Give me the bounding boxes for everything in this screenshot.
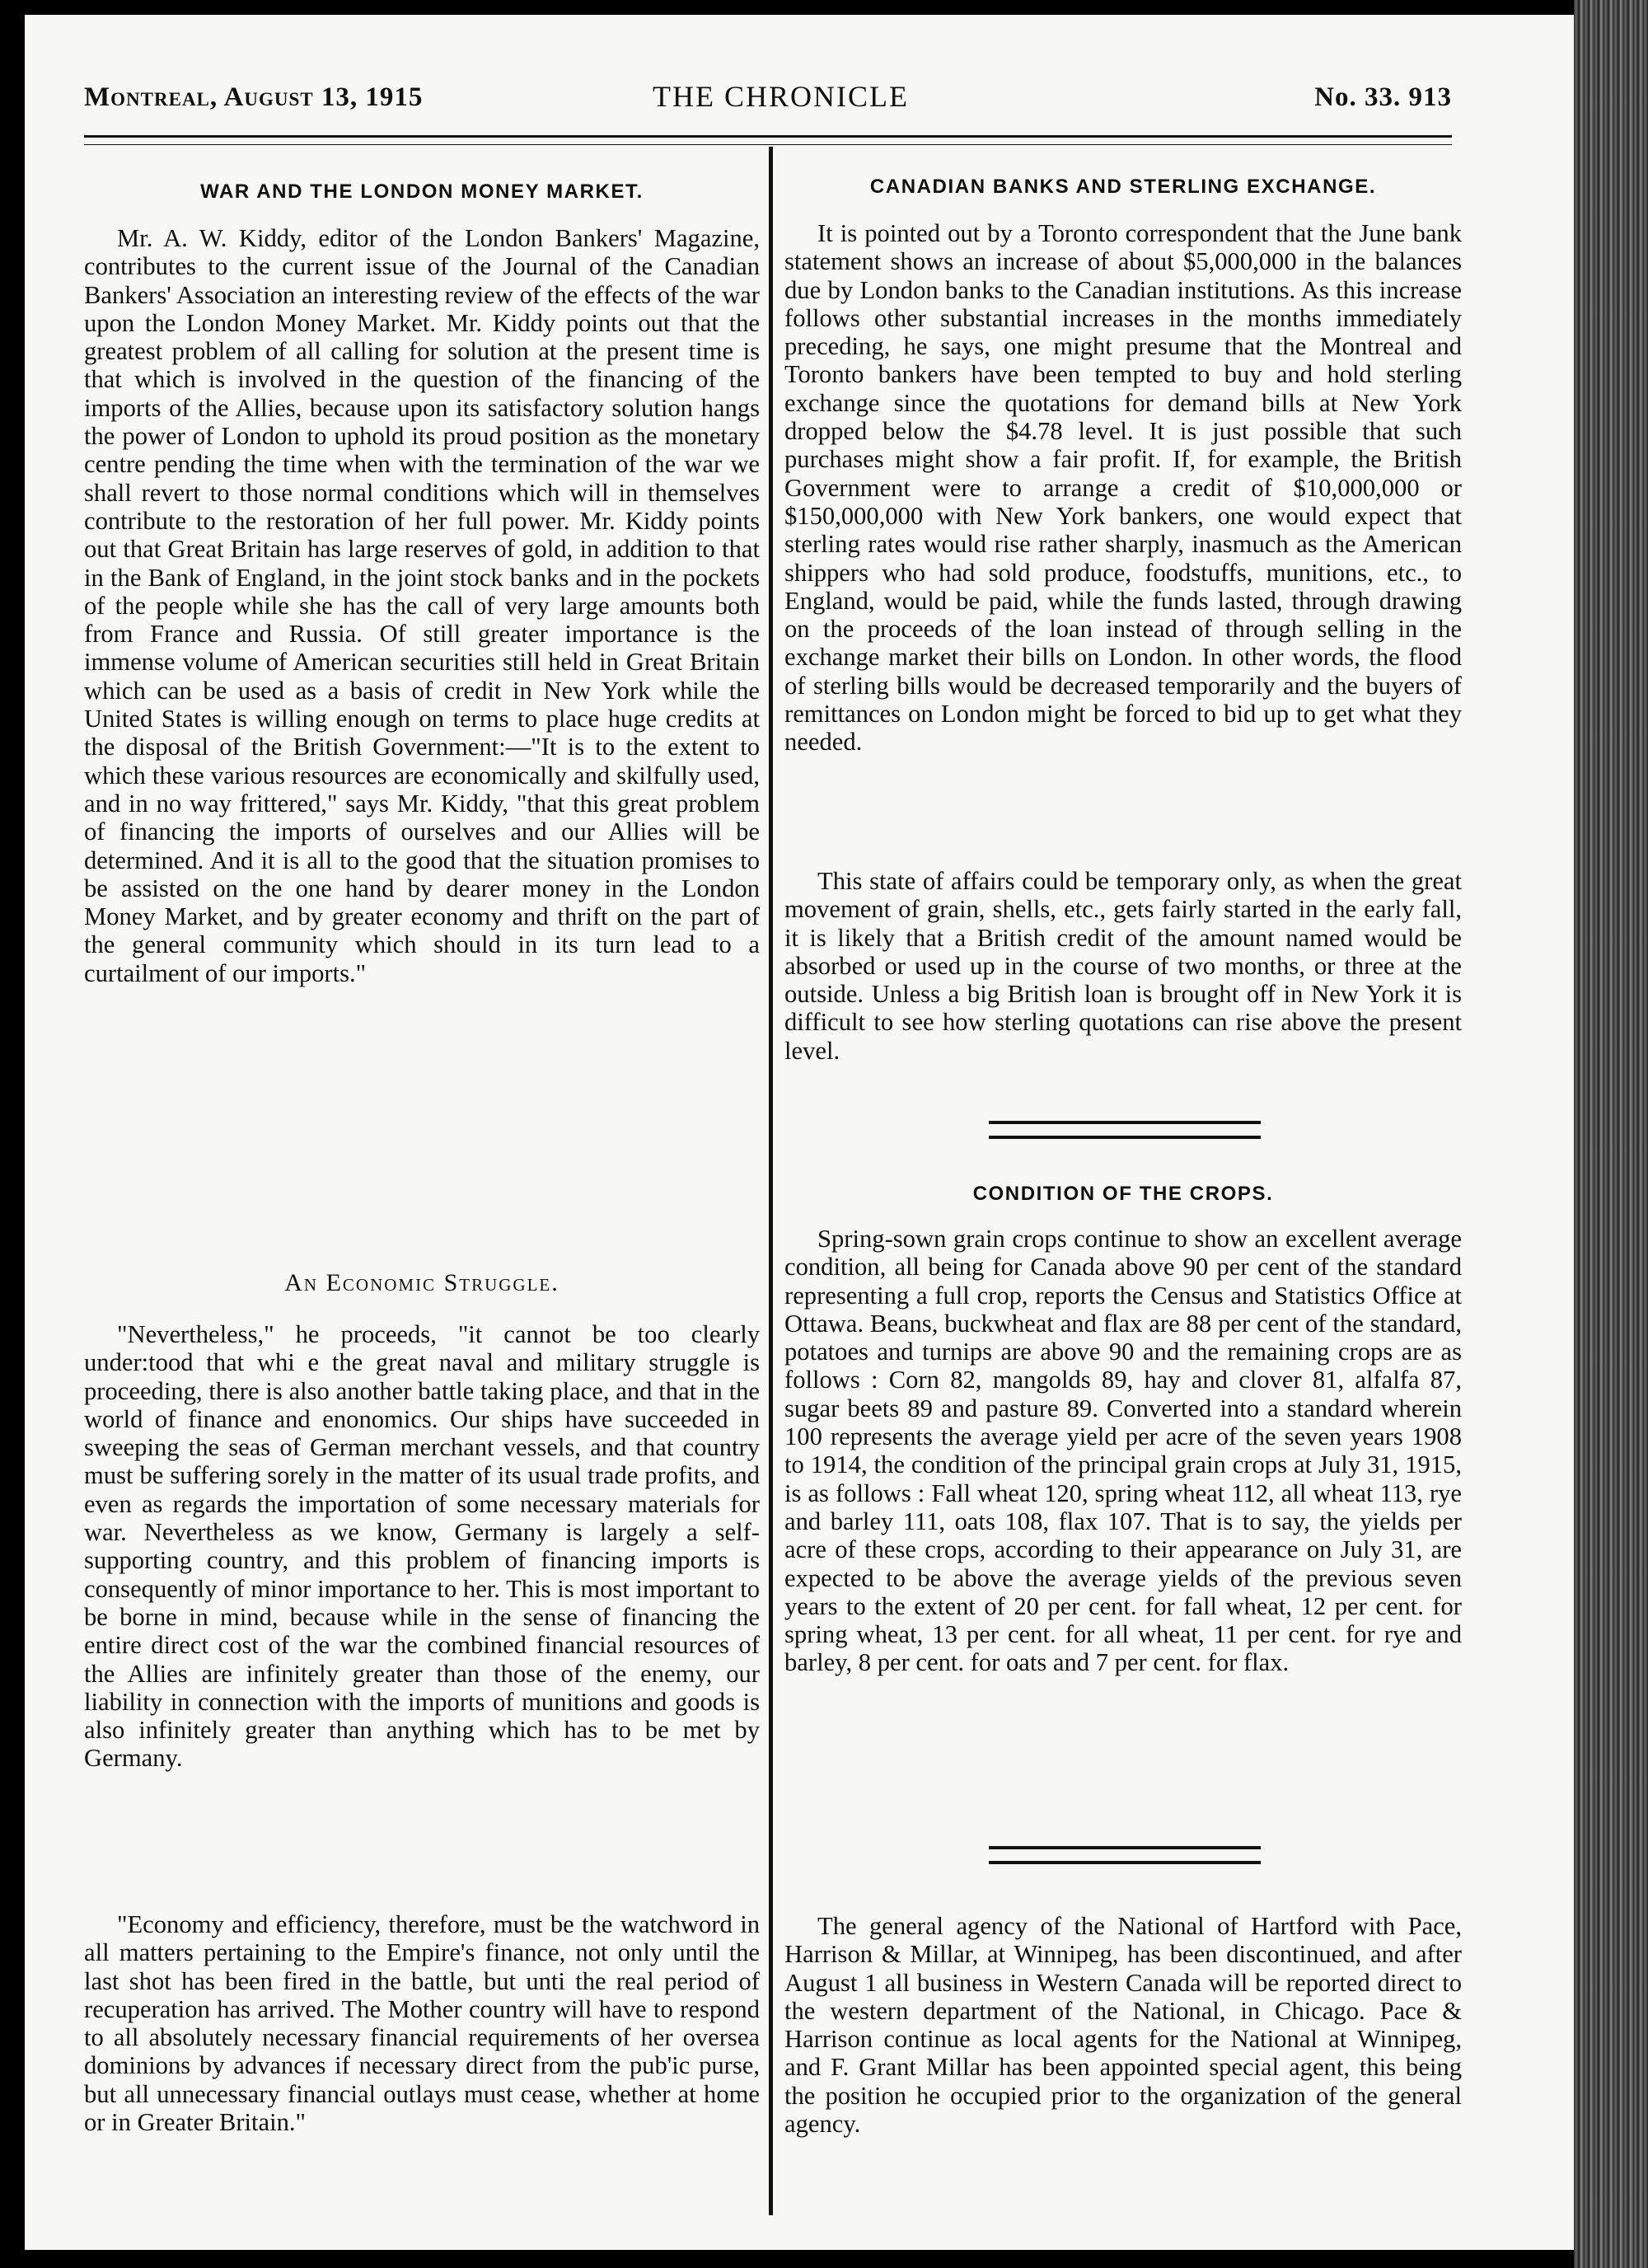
article-paragraph: The general agency of the National of Hartford with Pace, Harrison & Millar, at Winnipeg, has been discontinued, and after August 1 all business in Western Canada will be reported direct to the western department of the National, in Chicago. Pace & Harrison continue as local agents for the National at Winnipeg, and F. Grant Millar has been appointed special agent, this being the position he occupied prior to the organization of the general agency. bbox=[784, 1912, 1462, 2139]
article-paragraph: "Economy and efficiency, therefore, must be the watchword in all matters pertaining to the Empire's finance, not only until the last shot has been fired in the battle, but unti the real period of recuperation has arrived. The Mother country will have to respond to all absolutely necessary financial requirements of her oversea dominions by advances if necessary direct from the pub'ic purse, but all unnecessary financial outlays must cease, whether at home or in Greater Britain." bbox=[84, 1910, 760, 2137]
article-paragraph: This state of affairs could be temporary only, as when the great movement of grain, shells, etc., gets fairly started in the early fall, it is likely that a British credit of the amount named would be absorbed or used up in the course of two months, or three at the outside. Unless a big British loan is brought off in New York it is difficult to see how sterling quotations can rise above the present level. bbox=[784, 867, 1462, 1065]
publication-title: THE CHRONICLE bbox=[653, 80, 909, 113]
header-dateline: Montreal, August 13, 1915 bbox=[84, 82, 424, 112]
article-paragraph: Mr. A. W. Kiddy, editor of the London Bankers' Magazine, contributes to the current issue of the Journal of the Canadian Bankers' Association an interesting review of the effects of the war upon the London Money Market. Mr. Kiddy points out that the greatest problem of all calling for solution at the present time is that which is involved in the question of the financing of the imports of the Allies, because upon its satisfactory solution hangs the power of London to uphold its proud position as the monetary centre pending the time when with the termination of the war we shall revert to those normal conditions which will in themselves contribute to the restoration of her full power. Mr. Kiddy points out that Great Britain has large reserves of gold, in addition to that in the Bank of England, in the joint stock banks and in the pockets of the people while she has the call of very large amounts both from France and Russia. Of still greater importance is the immense volume of American securities still held in Great Britain which can be used as a basis of credit in New York while the United States is willing enough on terms to place huge credits at the disposal of the British Government:—"It is to the extent to which these various resources are economically and skilfully used, and in no way frittered," says Mr. Kiddy, "that this great problem of financing the imports of ourselves and our Allies will be determined. And it is all to the good that the situation promises to be assisted on the one hand by dearer money in the London Money Market, and by greater economy and thrift on the part of the general community which should in its turn lead to a curtailment of our imports." bbox=[84, 224, 760, 987]
section-divider-rule bbox=[989, 1846, 1261, 1864]
column-divider bbox=[769, 147, 773, 2215]
article-paragraph: "Nevertheless," he proceeds, "it cannot be too clearly under:tood that whi e the great naval and military struggle is proceeding, there is also another battle taking place, and that in the world of finance and enonomics. Our ships have succeeded in sweeping the seas of German merchant vessels, and that country must be suffering sorely in the matter of its usual trade profits, and even as regards the importation of some necessary materials for war. Nevertheless as we know, Germany is largely a self-supporting country, and this problem of financing imports is consequently of minor importance to her. This is most important to be borne in mind, because while in the sense of financing the entire direct cost of the war the combined financial resources of the Allies are infinitely greater than those of the enemy, our liability in connection with the imports of munitions and goods is also infinitely greater than anything which has to be met by Germany. bbox=[84, 1320, 760, 1773]
section-subhead-economic-struggle: An Economic Struggle. bbox=[284, 1269, 559, 1296]
article-headline-canadian-banks-sterling: CANADIAN BANKS AND STERLING EXCHANGE. bbox=[869, 176, 1377, 198]
issue-page-number: No. 33. 913 bbox=[1314, 82, 1452, 112]
article-headline-war-london-money-market: WAR AND THE LONDON MONEY MARKET. bbox=[200, 180, 644, 203]
book-page-edge bbox=[1574, 0, 1648, 2268]
article-paragraph: It is pointed out by a Toronto correspondent that the June bank statement shows an increase of about $5,000,000 in the balances due by London banks to the Canadian institutions. As this increase follows other substantial increases in the months immediately preceding, he says, one might presume that the Montreal and Toronto bankers have been tempted to buy and hold sterling exchange since the quotations for demand bills at New York dropped below the $4.78 level. It is just possible that such purchases might show a fair profit. If, for example, the British Government were to arrange a credit of $10,000,000 or $150,000,000 with New York bankers, one would expect that sterling rates would rise rather sharply, inasmuch as the American shippers who had sold produce, foodstuffs, munitions, etc., to England, would be paid, while the funds lasted, through drawing on the proceeds of the loan instead of through selling in the exchange market their bills on London. In other words, the flood of sterling bills would be decreased temporarily and the buyers of remittances on London might be forced to bid up to get what they needed. bbox=[784, 219, 1462, 757]
section-divider-rule bbox=[989, 1121, 1261, 1139]
page-header bbox=[84, 82, 1452, 124]
header-rule bbox=[84, 135, 1452, 145]
article-headline-condition-of-crops: CONDITION OF THE CROPS. bbox=[972, 1183, 1274, 1205]
article-paragraph: Spring-sown grain crops continue to show an excellent average condition, all being for Canada above 90 per cent of the standard representing a full crop, reports the Census and Statistics Office at Ottawa. Beans, buckwheat and flax are 88 per cent of the standard, potatoes and turnips are above 90 and the remaining crops are as follows : Corn 82, mangolds 89, hay and clover 81, alfalfa 87, sugar beets 89 and pasture 89. Converted into a standard wherein 100 represents the average yield per acre of the seven years 1908 to 1914, the condition of the principal grain crops at July 31, 1915, is as follows : Fall wheat 120, spring wheat 112, all wheat 113, rye and barley 111, oats 108, flax 107. That is to say, the yields per acre of these crops, according to their appearance on July 31, are expected to be above the average yields of the previous seven years to the extent of 20 per cent. for fall wheat, 12 per cent. for spring wheat, 13 per cent. for all wheat, 11 per cent. for rye and barley, 8 per cent. for oats and 7 per cent. for flax. bbox=[784, 1225, 1462, 1677]
newspaper-page bbox=[25, 15, 1574, 2250]
